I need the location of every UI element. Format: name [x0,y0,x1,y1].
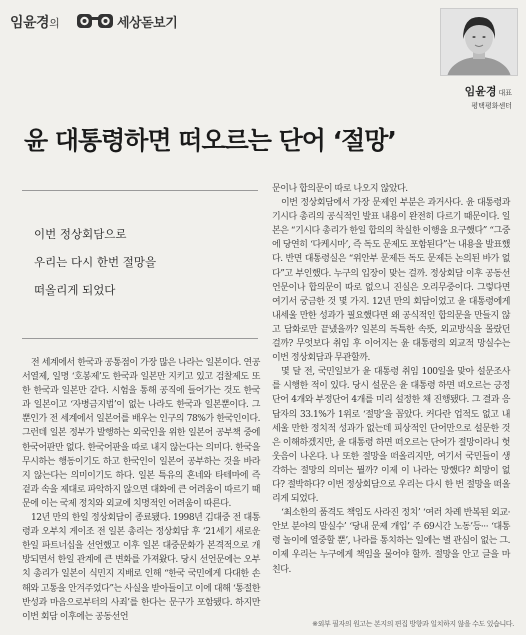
article-column-left [22,356,260,624]
author-organization: 평택평화센터 [471,102,512,110]
author-byline [465,80,512,111]
article-subhead [34,220,249,304]
author-portrait [440,8,518,76]
article-headline: 윤 대통령하면 떠오르는 단어 ‘절망’ [24,126,396,155]
column-header [0,0,526,110]
editorial-disclaimer: ※외부 필자의 원고는 본지의 편집 방향과 일치하지 않을 수도 있습니다. [312,620,514,628]
column-author-label [10,12,59,32]
article-paragraph: 문이나 합의문이 따로 나오지 않았다. [272,184,408,194]
subhead-line: 우리는 다시 한번 절망을 [34,255,157,269]
subhead-rule-bottom [22,338,258,339]
article-paragraph: ‘최소한의 품격도 책임도 사라진 정치’ ‘여러 차례 반복된 외교·안보 분야의 말실수’ ‘당내 문제 개입’ 주 69시간 노동’등··· ‘대통령 놀이에 열중할 뿐’, 나라를 통치하는 일에는 별 관심이 없는 그. 이제 우리는 누구에게 책임을 물어야 할까. 절망을 안고 글을 마친다. [272,508,510,575]
column-author-suffix: 의 [49,17,60,30]
author-name: 임윤경 [464,85,497,98]
column-series-title: 세상돋보기 [117,16,178,31]
article-paragraph: 전 세계에서 한국과 공통점이 가장 많은 나라는 일본이다. 연공서열제, 일명 ‘호봉제’도 한국과 일본만 지키고 있고 검찰제도 또한 한국과 일본만 같다. 시험을 통해 공직에 들어가는 것도 한국과 일본이고 ‘자병금지법’이 없는 나라도 한국과 일본뿐이다. 그뿐인가 전 세계에서 일본어를 배우는 인구의 78%가 한국인이다. 그런데 일본 정부가 발행하는 외국인을 위한 일본어 공부책 중에 한국어판만 없다. 한국어판을 따로 내지 않는다는 의미다. 한국을 무시하는 행동이기도 하고 한국인이 일본어 공부하는 것을 바라지 않는다는 의미이기도 하다. 일본 특유의 혼네와 타테마에 즉 겉과 속을 제대로 파악하지 않으면 대화에 큰 어려움이 따르기 때문에 이는 국제 정치와 외교에 치명적인 어려움이 따른다. [22,358,260,509]
article-paragraph: 12년 만의 한일 정상회담이 종료됐다. 1998년 김대중 전 대통령과 오부치 게이조 전 일본 총리는 정상회담 후 ‘21세기 새로운 한일 파트너십을 선언했고 이후 일본 대중문화가 본격적으로 개방되면서 한일 관계에 큰 변화를 가져왔다. 당시 선언문에는 오부치 총리가 일본이 식민지 지배로 인해 “한국 국민에게 다대한 손해와 고통을 안겨주었다”는 사실을 받아들이고 이에 대해 ‘통절한 반성과 마음으로부터의 사죄’를 한다는 문구가 포함됐다. 하지만 이번 회담 이후에는 공동선언 [22,513,260,622]
subhead-line: 떠올리게 되었다 [34,283,116,297]
subhead-rule-top [22,190,258,191]
article-column-right [272,182,510,577]
glasses-icon [76,9,114,31]
article-paragraph: 이번 정상회담에서 가장 문제인 부분은 과거사다. 윤 대통령과 기시다 총리의 공식적인 발표 내용이 완전히 다르기 때문이다. 일본은 “기시다 총리가 한일 합의의 착실한 이행을 요구했다” “그중에 당연히 ‘다케시마’, 즉 독도 문제도 포함된다”는 내용을 발표했다. 반면 대통령실은 “위안부 문제든 독도 문제든 논의된 바가 없다”고 부인했다. 누구의 입장이 맞는 걸까. 정상회담 이후 공동선언문이나 합의문이 따로 없으니 진실은 오리무중이다. 그렇다면 여기서 궁금한 것 몇 가지. 12년 만의 회담이었고 윤 대통령에게 내세울 만한 성과가 필요했다면 왜 공식적인 합의문을 만들지 않고 담화로만 끝냈을까? 일본의 독특한 속뜻, 외교방식을 몰랐던 걸까? 무엇보다 취임 후 이어지는 윤 대통령의 외교적 망실수는 이번 정상회담과 무관할까. [272,198,510,364]
subhead-line: 이번 정상회담으로 [34,227,127,241]
author-role: 대표 [498,89,512,97]
author-portrait-image [441,9,517,75]
column-author-name: 임윤경 [10,15,50,31]
article-paragraph: 몇 달 전, 국민일보가 윤 대통령 취임 100일을 맞아 설문조사를 시행한 적이 있다. 당시 설문은 윤 대통령 하면 떠오르는 긍정단어 4개와 부정단어 4개를 미리 설정한 채 진행됐다. 그 결과 응답자의 33.1%가 1위로 ‘절망’을 꼽았다. 커다란 업적도 없고 내세울 만한 정치적 성과가 없는데 피상적인 단어만으로 설문한 것은 이해하겠지만, 윤 대통령 하면 떠오르는 단어가 절망이라니 헛웃음이 나온다. 나 또한 절망을 떠올리지만, 여기서 국민들이 생각하는 절망의 의미는 뭘까? 이제 이 나라는 망했다? 희망이 없다? 절박하다? 이번 정상회담으로 우리는 다시 한 번 절망을 떠올리게 되었다. [272,367,510,505]
